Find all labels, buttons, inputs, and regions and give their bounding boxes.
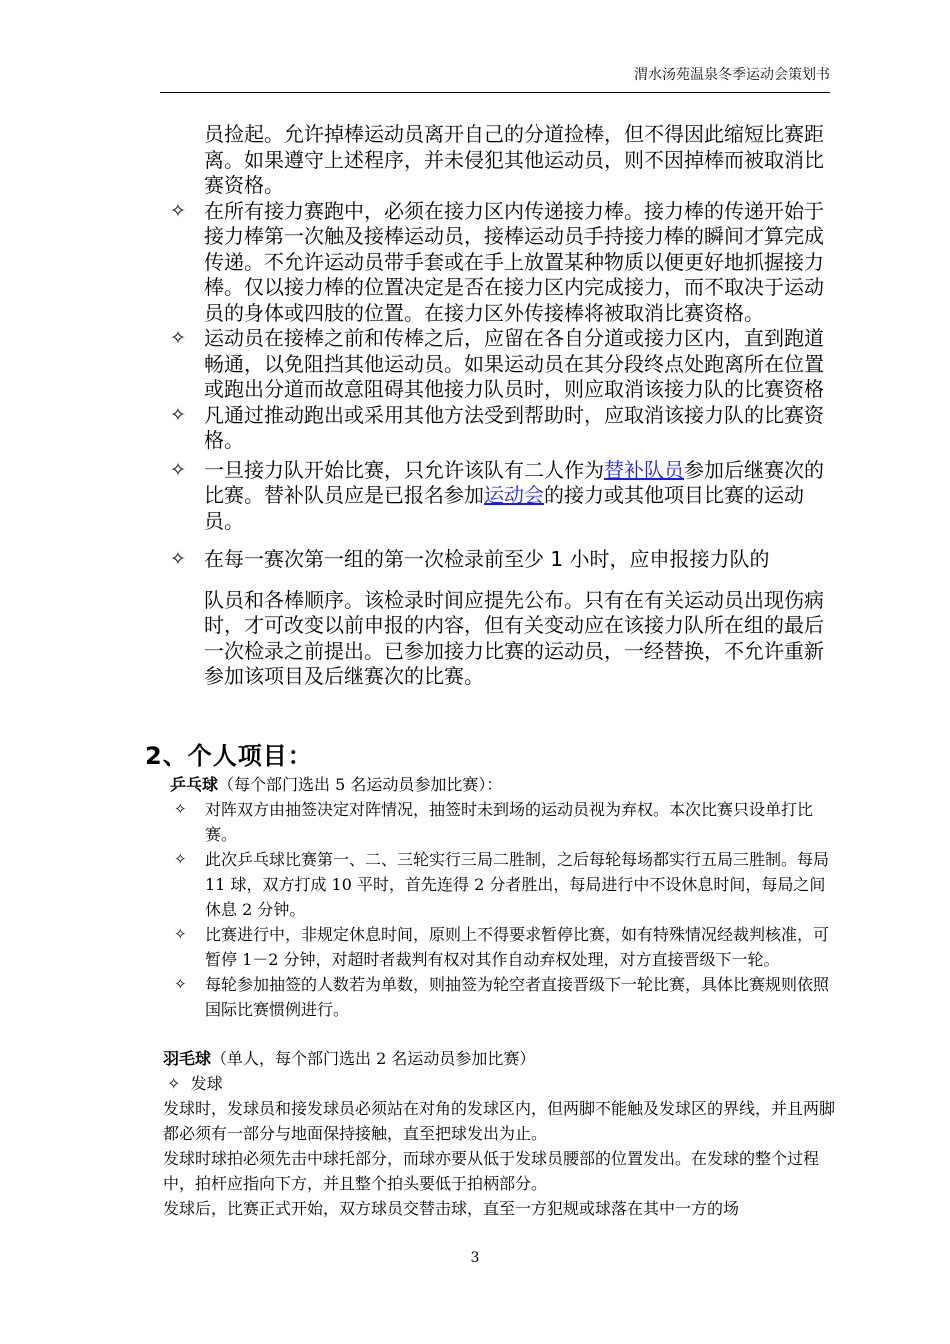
pingpong-note: （每个部门选出 5 名运动员参加比赛）： [218,775,503,794]
substitute-players-link[interactable]: 替补队员 [604,457,684,482]
pingpong-bullet-4 [170,972,835,1022]
bullet-star-icon: ✧ [170,327,186,349]
pingpong-heading [170,772,835,797]
pingpong-bullet-4-text: 每轮参加抽签的人数若为单数，则抽签为轮空者直接晋级下一轮比赛，具体比赛规则依照国际比赛惯例进行。 [205,975,830,1019]
relay-bullet-3 [170,403,835,454]
page-number: 3 [470,1250,480,1266]
badminton-note: （单人，每个部门选出 2 名运动员参加比赛） [211,1049,536,1068]
relay-bullet-3-text: 凡通过推动跑出或采用其他方法受到帮助时，应取消该接力队的比赛资格。 [204,402,824,452]
pingpong-title: 乒乓球 [170,775,219,794]
badminton-title: 羽毛球 [163,1049,212,1068]
bullet-star-icon: ✧ [170,458,186,481]
pingpong-bullet-3 [170,922,835,972]
bullet-star-icon: ✧ [170,403,186,426]
relay-bullet-2 [170,326,835,403]
header-divider [160,92,830,93]
bullet-star-icon: ✧ [170,548,186,570]
relay-bullet-5-continuation: 队员和各棒顺序。该检录时间应提先公布。只有在有关运动员出现伤病时，才可改变以前申报的内容，但有关变动应在该接力队所在组的最后一次检录之前提出。已参加接力比赛的运动员，一经替换，不允许重新参加该项目及后继赛次的比赛。 [204,587,824,688]
badminton-serve-heading [163,1071,835,1096]
page-header-title: 渭水汤苑温泉冬季运动会策划书 [634,67,830,83]
pingpong-section [170,772,835,1022]
badminton-paragraph-1: 发球时，发球员和接发球员必须站在对角的发球区内，但两脚不能触及发球区的界线，并且两脚都必须有一部分与地面保持接触，直至把球发出为止。 [163,1099,836,1143]
relay-bullet-4-text-a: 一旦接力队开始比赛，只允许该队有二人作为 [204,457,604,482]
pingpong-bullet-1 [170,797,835,847]
pingpong-bullet-2 [170,847,835,922]
pingpong-bullet-2-text: 此次乒乓球比赛第一、二、三轮实行三局二胜制，之后每轮每场都实行五局三胜制。每局 11 球，双方打成 10 平时，首先连得 2 分者胜出，每局进行中不设休息时间，每局之间休息 2 分钟。 [205,850,830,919]
relay-bullet-2-text: 运动员在接棒之前和传棒之后，应留在各自分道或接力区内，直到跑道畅通，以免阻挡其他运动员。如果运动员在其分段终点处跑离所在位置或跑出分道而故意阻碍其他接力队员时，则应取消该接力队的比赛资格 [204,326,824,401]
badminton-paragraph-3: 发球后，比赛正式开始，双方球员交替击球，直至一方犯规或球落在其中一方的场 [163,1199,740,1218]
bullet-star-icon: ✧ [174,800,187,818]
bullet-star-icon: ✧ [167,1074,181,1093]
relay-bullet-5 [170,547,835,573]
relay-bullet-1-text: 在所有接力赛跑中，必须在接力区内传递接力棒。接力棒的传递开始于接力棒第一次触及接棒运动员，接棒运动员手持接力棒的瞬间才算完成传递。不允许运动员带手套或在手上放置某种物质以便更好地抓握接力棒。仅以接力棒的位置决定是否在接力区内完成接力，而不取决于运动员的身体或四肢的位置。在接力区外传接棒将被取消比赛资格。 [204,198,824,325]
bullet-star-icon: ✧ [174,925,187,943]
relay-bullet-4 [170,458,835,535]
pingpong-bullet-3-text: 比赛进行中，非规定休息时间，原则上不得要求暂停比赛，如有特殊情况经裁判核准，可暂停 1－2 分钟，对超时者裁判有权对其作自动弃权处理，对方直接晋级下一轮。 [205,925,830,969]
section-title-individual: 2、个人项目： [145,742,313,770]
pingpong-bullet-1-text: 对阵双方由抽签决定对阵情况，抽签时未到场的运动员视为弃权。本次比赛只设单打比赛。 [205,800,814,844]
badminton-section [163,1046,835,1221]
badminton-heading [163,1046,835,1071]
relay-bullet-4-text-c: 的接力或其他项目比赛的运动员。 [204,483,804,533]
badminton-paragraph-2: 发球时球拍必须先击中球托部分，而球亦要从低于发球员腰部的位置发出。在发球的整个过程中，拍杆应指向下方，并且整个拍头要低于拍柄部分。 [163,1149,820,1193]
relay-bullet-5-text: 在每一赛次第一组的第一次检录前至少 1 小时，应申报接力队的 [204,547,770,571]
bullet-star-icon: ✧ [170,199,186,222]
bullet-star-icon: ✧ [174,975,187,993]
relay-bullet-1 [170,199,835,327]
badminton-serve-label: 发球 [190,1074,223,1093]
relay-bullet-4-text-b: 参加后继赛次的比赛。替补队员应是已报名参加 [204,457,824,507]
bullet-star-icon: ✧ [174,850,187,868]
sports-meet-link[interactable]: 运动会 [484,483,544,507]
relay-intro-continuation: 员捡起。允许掉棒运动员离开自己的分道捡棒，但不得因此缩短比赛距离。如果遵守上述程序，并未侵犯其他运动员，则不因掉棒而被取消比赛资格。 [204,122,824,197]
relay-rules [170,122,835,690]
